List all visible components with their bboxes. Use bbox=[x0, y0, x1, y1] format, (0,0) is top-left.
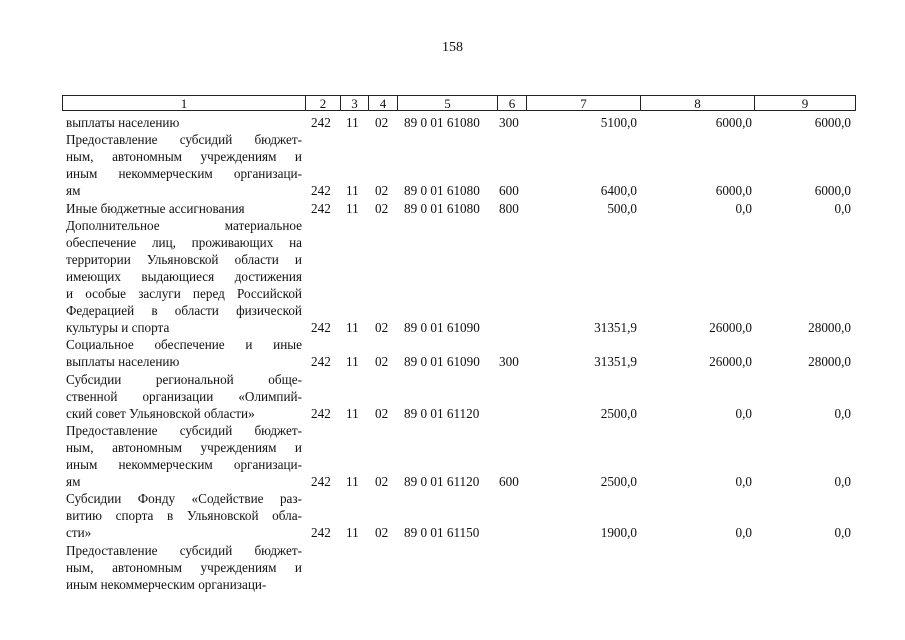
cell-col-9: 6000,0 bbox=[814, 183, 851, 199]
cell-col-5: 89 0 01 61090 bbox=[404, 320, 480, 336]
cell-col-8: 0,0 bbox=[735, 474, 752, 490]
cell-col-7: 2500,0 bbox=[600, 474, 637, 490]
cell-col-4: 02 bbox=[375, 525, 389, 541]
cell-col-8: 0,0 bbox=[735, 200, 752, 216]
cell-col-3: 11 bbox=[346, 183, 359, 199]
description-line: культуры и спорта bbox=[66, 320, 170, 336]
cell-col-9: 0,0 bbox=[834, 474, 851, 490]
cell-col-6: 300 bbox=[499, 115, 519, 130]
cell-col-4: 02 bbox=[375, 115, 389, 130]
description-line: и особые заслуги перед Российской bbox=[66, 285, 302, 301]
cell-col-6: 300 bbox=[499, 354, 519, 370]
cell-col-6: 600 bbox=[499, 183, 519, 199]
cell-col-9: 0,0 bbox=[834, 525, 851, 541]
cell-col-3: 11 bbox=[346, 525, 359, 541]
column-header-8: 8 bbox=[641, 95, 755, 111]
description-line: выплаты населению bbox=[66, 115, 180, 130]
cell-col-5: 89 0 01 61120 bbox=[404, 474, 480, 490]
cell-col-7: 1900,0 bbox=[600, 525, 637, 541]
description-line: ский совет Ульяновской области» bbox=[66, 405, 255, 421]
description-line: Предоставление субсидий бюджет- bbox=[66, 132, 302, 148]
cell-col-3: 11 bbox=[346, 405, 359, 421]
cell-col-8: 0,0 bbox=[735, 525, 752, 541]
description-line: имеющих выдающиеся достижения bbox=[66, 268, 302, 284]
page-number: 158 bbox=[442, 40, 463, 55]
description-line: Субсидии региональной обще- bbox=[66, 371, 302, 387]
cell-col-9: 28000,0 bbox=[808, 320, 851, 336]
cell-col-4: 02 bbox=[375, 474, 389, 490]
row-description bbox=[66, 200, 302, 217]
cell-col-5: 89 0 01 61150 bbox=[404, 525, 480, 541]
column-header-2: 2 bbox=[306, 95, 341, 111]
description-line: выплаты населению bbox=[66, 354, 180, 370]
cell-col-2: 242 bbox=[311, 474, 331, 490]
description-line: ным, автономным учреждениям и bbox=[66, 559, 302, 575]
description-line: ям bbox=[66, 474, 81, 490]
column-header-4: 4 bbox=[369, 95, 398, 111]
cell-col-9: 6000,0 bbox=[814, 115, 851, 130]
column-header-7: 7 bbox=[527, 95, 641, 111]
column-header-6: 6 bbox=[498, 95, 527, 111]
description-line: территории Ульяновской области и bbox=[66, 251, 302, 267]
description-line: ственной организации «Олимпий- bbox=[66, 388, 302, 404]
cell-col-3: 11 bbox=[346, 354, 359, 370]
column-header-3: 3 bbox=[341, 95, 369, 111]
cell-col-2: 242 bbox=[311, 354, 331, 370]
description-line: Федерацией в области физической bbox=[66, 303, 302, 319]
cell-col-2: 242 bbox=[311, 405, 331, 421]
cell-col-3: 11 bbox=[346, 474, 359, 490]
cell-col-5: 89 0 01 61120 bbox=[404, 405, 480, 421]
description-line: ным, автономным учреждениям и bbox=[66, 439, 302, 455]
cell-col-4: 02 bbox=[375, 320, 389, 336]
cell-col-5: 89 0 01 61090 bbox=[404, 354, 480, 370]
cell-col-3: 11 bbox=[346, 115, 359, 130]
cell-col-9: 28000,0 bbox=[808, 354, 851, 370]
row-description bbox=[66, 542, 302, 593]
description-line: Иные бюджетные ассигнования bbox=[66, 200, 245, 216]
cell-col-4: 02 bbox=[375, 183, 389, 199]
description-line: Предоставление субсидий бюджет- bbox=[66, 542, 302, 558]
cell-col-8: 0,0 bbox=[735, 405, 752, 421]
description-line: Субсидии Фонду «Содействие раз- bbox=[66, 491, 302, 507]
row-description bbox=[66, 490, 302, 541]
cell-col-5: 89 0 01 61080 bbox=[404, 200, 480, 216]
description-line: ным, автономным учреждениям и bbox=[66, 149, 302, 165]
row-description bbox=[66, 422, 302, 490]
cell-col-4: 02 bbox=[375, 200, 389, 216]
cell-col-8: 26000,0 bbox=[709, 354, 752, 370]
description-line: обеспечение лиц, проживающих на bbox=[66, 234, 302, 250]
cell-col-9: 0,0 bbox=[834, 405, 851, 421]
cell-col-9: 0,0 bbox=[834, 200, 851, 216]
cell-col-2: 242 bbox=[311, 200, 331, 216]
description-line: иным некоммерческим организаци- bbox=[66, 576, 267, 592]
row-description bbox=[66, 131, 302, 199]
cell-col-4: 02 bbox=[375, 354, 389, 370]
cell-col-5: 89 0 01 61080 bbox=[404, 183, 480, 199]
description-line: Дополнительное материальное bbox=[66, 217, 302, 233]
column-header-9: 9 bbox=[755, 95, 856, 111]
cell-col-8: 26000,0 bbox=[709, 320, 752, 336]
column-header-5: 5 bbox=[398, 95, 498, 111]
cell-col-2: 242 bbox=[311, 320, 331, 336]
cell-col-2: 242 bbox=[311, 115, 331, 130]
cell-col-8: 6000,0 bbox=[715, 183, 752, 199]
cell-col-6: 800 bbox=[499, 200, 519, 216]
cell-col-7: 2500,0 bbox=[600, 405, 637, 421]
row-description bbox=[66, 336, 302, 370]
cell-col-7: 31351,9 bbox=[594, 354, 637, 370]
description-line: сти» bbox=[66, 525, 92, 541]
cell-col-8: 6000,0 bbox=[715, 115, 752, 130]
cell-col-3: 11 bbox=[346, 200, 359, 216]
description-line: иным некоммерческим организаци- bbox=[66, 166, 302, 182]
column-header-1: 1 bbox=[62, 95, 306, 111]
description-line: Предоставление субсидий бюджет- bbox=[66, 422, 302, 438]
row-description bbox=[66, 114, 302, 131]
cell-col-3: 11 bbox=[346, 320, 359, 336]
description-line: ям bbox=[66, 183, 81, 199]
description-line: иным некоммерческим организаци- bbox=[66, 456, 302, 472]
cell-col-7: 6400,0 bbox=[600, 183, 637, 199]
row-description bbox=[66, 371, 302, 422]
cell-col-4: 02 bbox=[375, 405, 389, 421]
cell-col-2: 242 bbox=[311, 183, 331, 199]
table-header bbox=[62, 95, 856, 111]
description-line: Социальное обеспечение и иные bbox=[66, 337, 302, 353]
cell-col-7: 31351,9 bbox=[594, 320, 637, 336]
row-description bbox=[66, 217, 302, 337]
cell-col-2: 242 bbox=[311, 525, 331, 541]
cell-col-5: 89 0 01 61080 bbox=[404, 115, 480, 130]
cell-col-7: 5100,0 bbox=[600, 115, 637, 130]
cell-col-6: 600 bbox=[499, 474, 519, 490]
cell-col-7: 500,0 bbox=[607, 200, 637, 216]
description-line: витию спорта в Ульяновской обла- bbox=[66, 508, 302, 524]
